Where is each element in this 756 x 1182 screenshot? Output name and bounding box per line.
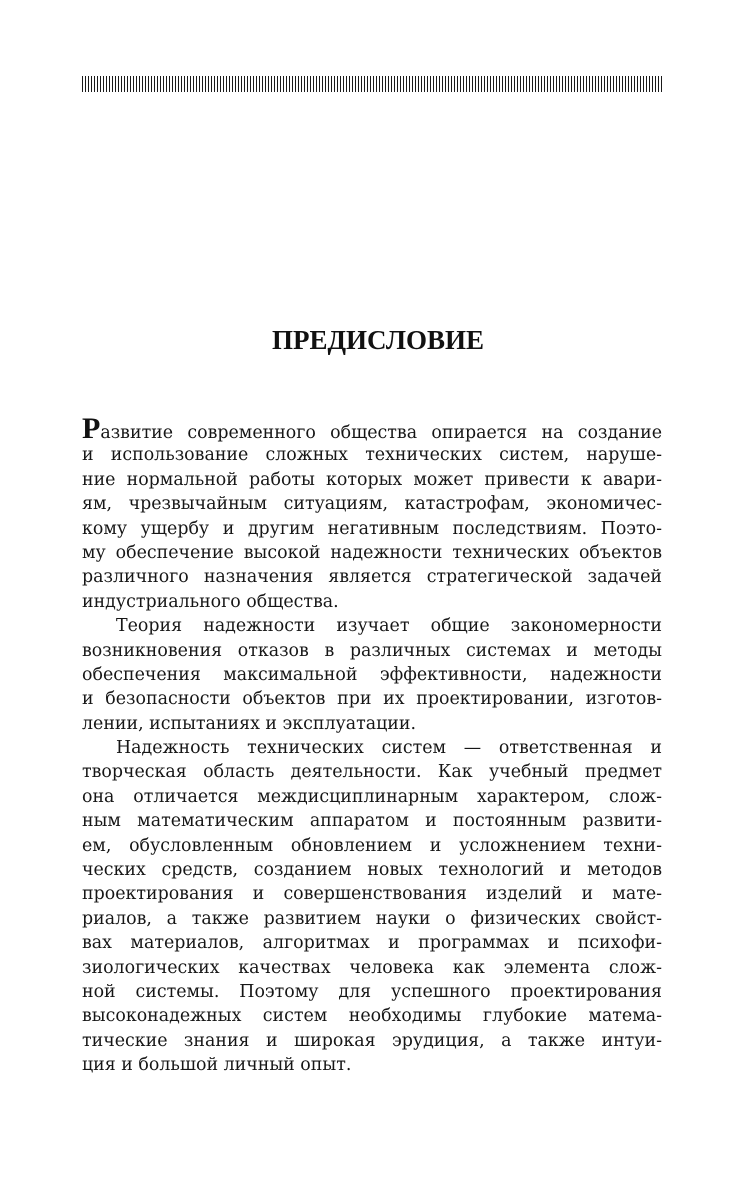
paragraph-2 — [82, 614, 662, 736]
text-line: ным математическим аппаратом и постоянным развити- — [82, 811, 662, 832]
text-line: проектирования и совершенствования изделий и мате- — [82, 884, 662, 905]
body-text — [82, 412, 662, 1078]
text-line: и использование сложных технических систем, наруше- — [82, 445, 662, 466]
text-line: творческая область деятельности. Как учебный предмет — [82, 762, 662, 783]
text-line: ной системы. Поэтому для успешного проектирования — [82, 981, 662, 1002]
text-line: му обеспечение высокой надежности технических объектов — [82, 542, 662, 563]
text-line: Развитие современного общества опирается на создание — [82, 412, 662, 445]
text-line: высоконадежных систем необходимы глубокие матема- — [82, 1006, 662, 1027]
header-decorative-rule — [82, 76, 662, 92]
text-line: она отличается междисциплинарным характером, слож- — [82, 786, 662, 807]
text-line: Надежность технических систем — ответственная и — [116, 738, 662, 759]
text-line: ем, обусловленным обновлением и усложнением техни- — [82, 835, 662, 856]
text-line: риалов, а также развитием науки о физических свойст- — [82, 908, 662, 929]
text-line: ция и большой личный опыт. — [82, 1055, 352, 1076]
text-line: и безопасности объектов при их проектировании, изготов- — [82, 689, 662, 710]
text-line: индустриального общества. — [82, 591, 339, 612]
text-line: различного назначения является стратегической задачей — [82, 567, 662, 588]
paragraph-3 — [82, 736, 662, 1077]
text-line: возникновения отказов в различных системах и методы — [82, 640, 662, 661]
text-line: ям, чрезвычайным ситуациям, катастрофам, экономичес- — [82, 494, 662, 515]
text-line: зиологических качествах человека как элемента слож- — [82, 957, 662, 978]
paragraph-1 — [82, 412, 662, 614]
text-line: кому ущербу и другим негативным последствиям. Поэто- — [82, 518, 662, 539]
text-line: ческих средств, созданием новых технологий и методов — [82, 860, 662, 881]
text-line: вах материалов, алгоритмах и программах и психофи- — [82, 933, 662, 954]
text-line: лении, испытаниях и эксплуатации. — [82, 713, 416, 734]
text-line: ние нормальной работы которых может привести к авари- — [82, 469, 662, 490]
drop-cap: Р — [82, 412, 101, 445]
text-line: Теория надежности изучает общие закономерности — [116, 616, 662, 637]
text-line: тические знания и широкая эрудиция, а также интуи- — [82, 1030, 662, 1051]
page-title: ПРЕДИСЛОВИЕ — [271, 325, 485, 355]
text-line: обеспечения максимальной эффективности, надежности — [82, 664, 662, 685]
